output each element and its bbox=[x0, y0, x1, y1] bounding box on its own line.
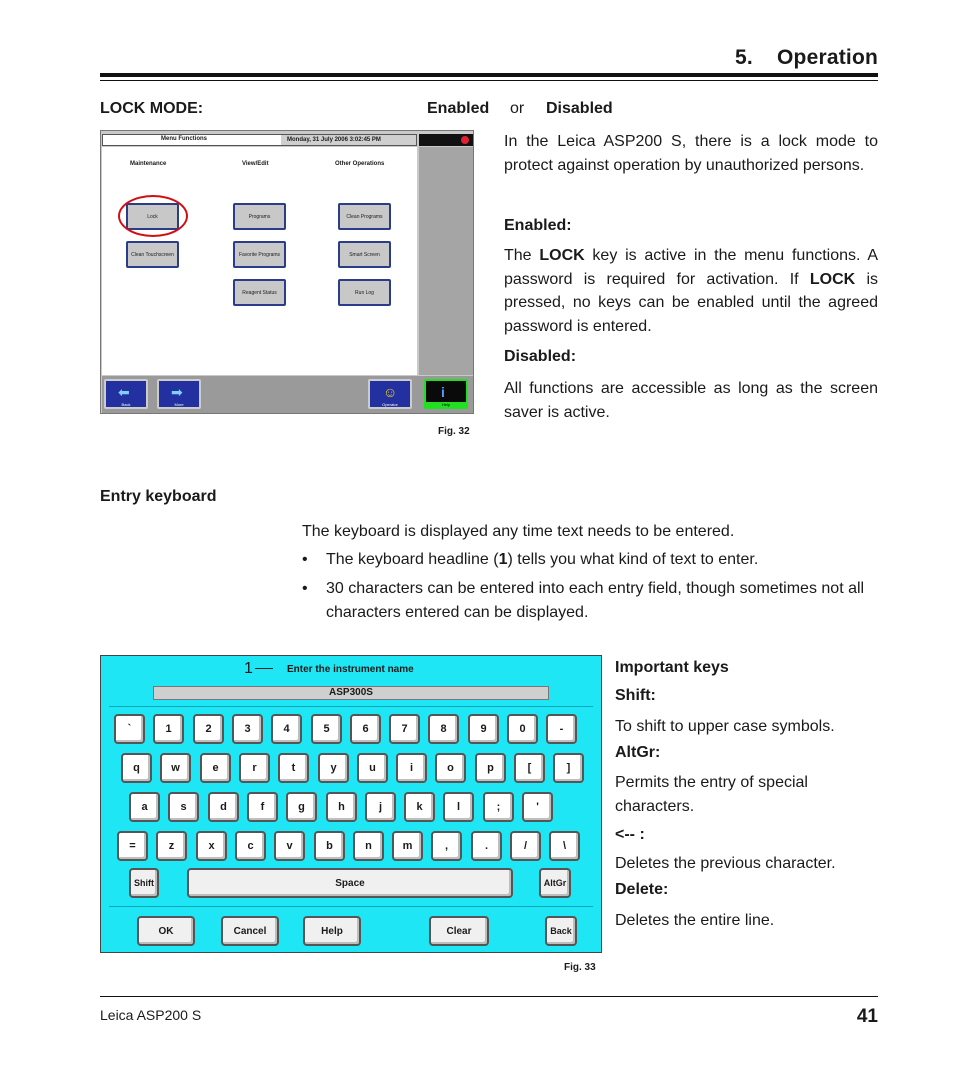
more-label: More bbox=[174, 402, 184, 407]
key-3-11[interactable]: ' bbox=[522, 792, 553, 822]
arrow-left-icon: ⬅ bbox=[118, 384, 130, 400]
key-3-9[interactable]: l bbox=[443, 792, 474, 822]
clean-touchscreen-button[interactable]: Clean Touchscreen bbox=[126, 241, 179, 268]
clean-programs-button[interactable]: Clean Programs bbox=[338, 203, 391, 230]
bullet-2-text: 30 characters can be entered into each entry field, though sometimes not all characters entered can be displayed. bbox=[326, 580, 865, 621]
key-3-1[interactable]: a bbox=[129, 792, 160, 822]
clear-button[interactable]: Clear bbox=[429, 916, 489, 946]
key-3-2[interactable]: s bbox=[168, 792, 199, 822]
col-other-operations: Other Operations bbox=[335, 161, 385, 167]
key-1-7[interactable]: 6 bbox=[350, 714, 381, 744]
key-4-6[interactable]: b bbox=[314, 831, 345, 861]
key-3-10[interactable]: ; bbox=[483, 792, 514, 822]
page-number: 41 bbox=[856, 1006, 878, 1027]
backspace-heading: <-- : bbox=[615, 826, 645, 843]
key-2-10[interactable]: p bbox=[475, 753, 506, 783]
key-2-4[interactable]: r bbox=[239, 753, 270, 783]
key-3-4[interactable]: f bbox=[247, 792, 278, 822]
bullet-2: • bbox=[302, 580, 308, 597]
key-1-5[interactable]: 4 bbox=[271, 714, 302, 744]
callout-line bbox=[255, 668, 273, 669]
shift-key[interactable]: Shift bbox=[129, 868, 159, 898]
key-4-7[interactable]: n bbox=[353, 831, 384, 861]
lock-mode-title: LOCK MODE: bbox=[100, 100, 204, 117]
altgr-text: Permits the entry of special characters. bbox=[615, 774, 808, 815]
arrow-right-icon: ➡ bbox=[171, 384, 183, 400]
footer-product: Leica ASP200 S bbox=[100, 1007, 202, 1023]
key-4-8[interactable]: m bbox=[392, 831, 423, 861]
key-1-11[interactable]: 0 bbox=[507, 714, 538, 744]
enabled-text: The LOCK key is active in the menu functions. A password is required for activation. If LOCK is pressed, no keys can be enabled until the agreed password is entered. bbox=[504, 247, 879, 335]
key-3-7[interactable]: j bbox=[365, 792, 396, 822]
header-rule bbox=[100, 73, 878, 77]
bottom-bar bbox=[102, 376, 473, 413]
key-1-6[interactable]: 5 bbox=[311, 714, 342, 744]
key-1-1[interactable]: ` bbox=[114, 714, 145, 744]
key-4-3[interactable]: x bbox=[196, 831, 227, 861]
highlight-circle bbox=[118, 195, 188, 237]
key-4-10[interactable]: . bbox=[471, 831, 502, 861]
key-2-9[interactable]: o bbox=[435, 753, 466, 783]
key-3-5[interactable]: g bbox=[286, 792, 317, 822]
space-key[interactable]: Space bbox=[187, 868, 513, 898]
enabled-label: Enabled bbox=[427, 100, 490, 117]
operator-label: Operator bbox=[382, 402, 398, 407]
section-heading: 5. Operation bbox=[734, 46, 878, 69]
fig32-caption: Fig. 32 bbox=[438, 426, 470, 437]
key-4-4[interactable]: c bbox=[235, 831, 266, 861]
key-3-8[interactable]: k bbox=[404, 792, 435, 822]
key-1-4[interactable]: 3 bbox=[232, 714, 263, 744]
screen-title-bar bbox=[102, 134, 417, 146]
back-label: Back bbox=[121, 402, 131, 407]
col-maintenance: Maintenance bbox=[130, 161, 167, 167]
enabled-heading: Enabled: bbox=[504, 217, 572, 234]
callout-number: 1 bbox=[244, 660, 253, 677]
help-label: Help bbox=[426, 402, 466, 407]
key-4-2[interactable]: z bbox=[156, 831, 187, 861]
backspace-text: Deletes the previous character. bbox=[615, 855, 836, 872]
smart-screen-button[interactable]: Smart Screen bbox=[338, 241, 391, 268]
key-2-12[interactable]: ] bbox=[553, 753, 584, 783]
key-4-5[interactable]: v bbox=[274, 831, 305, 861]
back-nav-button[interactable] bbox=[104, 379, 148, 409]
important-keys-title: Important keys bbox=[615, 659, 729, 676]
disabled-label: Disabled bbox=[546, 100, 613, 117]
cancel-button[interactable]: Cancel bbox=[221, 916, 279, 946]
key-1-2[interactable]: 1 bbox=[153, 714, 184, 744]
key-4-11[interactable]: / bbox=[510, 831, 541, 861]
run-log-button[interactable]: Run Log bbox=[338, 279, 391, 306]
key-2-1[interactable]: q bbox=[121, 753, 152, 783]
or-label: or bbox=[510, 100, 525, 117]
key-1-12[interactable]: - bbox=[546, 714, 577, 744]
back-button[interactable]: Back bbox=[545, 916, 577, 946]
key-4-9[interactable]: , bbox=[431, 831, 462, 861]
keyboard-headline: Enter the instrument name bbox=[287, 664, 414, 675]
key-2-3[interactable]: e bbox=[200, 753, 231, 783]
disabled-text: All functions are accessible as long as the screen saver is active. bbox=[504, 380, 878, 421]
screen-title: Menu Functions bbox=[161, 136, 207, 142]
key-4-12[interactable]: \ bbox=[549, 831, 580, 861]
disabled-heading: Disabled: bbox=[504, 348, 577, 365]
delete-heading: Delete: bbox=[615, 881, 669, 898]
key-3-6[interactable]: h bbox=[326, 792, 357, 822]
key-1-8[interactable]: 7 bbox=[389, 714, 420, 744]
shift-text: To shift to upper case symbols. bbox=[615, 718, 835, 735]
menu-functions-screen bbox=[100, 130, 474, 414]
close-button[interactable] bbox=[419, 134, 473, 146]
menu-panel bbox=[102, 147, 417, 375]
header-rule-thin bbox=[100, 80, 878, 81]
entry-keyboard-screen bbox=[100, 655, 602, 953]
key-3-3[interactable]: d bbox=[208, 792, 239, 822]
shift-heading: Shift: bbox=[615, 687, 656, 704]
entry-keyboard-title: Entry keyboard bbox=[100, 488, 217, 505]
operator-icon: ☺ bbox=[383, 384, 398, 400]
key-2-5[interactable]: t bbox=[278, 753, 309, 783]
key-4-1[interactable]: = bbox=[117, 831, 148, 861]
entry-field[interactable]: ASP300S bbox=[153, 686, 549, 700]
divider bbox=[109, 706, 593, 707]
key-2-8[interactable]: i bbox=[396, 753, 427, 783]
key-2-6[interactable]: y bbox=[318, 753, 349, 783]
altgr-heading: AltGr: bbox=[615, 744, 661, 761]
footer-rule bbox=[100, 996, 878, 997]
help-button[interactable]: Help bbox=[303, 916, 361, 946]
favorite-programs-button[interactable]: Favorite Programs bbox=[233, 241, 286, 268]
ok-button[interactable]: OK bbox=[137, 916, 195, 946]
keyboard-intro: The keyboard is displayed any time text needs to be entered. bbox=[302, 523, 735, 540]
key-2-2[interactable]: w bbox=[160, 753, 191, 783]
power-icon bbox=[461, 136, 469, 144]
key-1-9[interactable]: 8 bbox=[428, 714, 459, 744]
key-1-10[interactable]: 9 bbox=[468, 714, 499, 744]
delete-text: Deletes the entire line. bbox=[615, 912, 775, 929]
screen-datetime: Monday, 31 July 2006 3:02:45 PM bbox=[281, 135, 416, 145]
col-view-edit: View/Edit bbox=[242, 161, 269, 167]
lock-intro: In the Leica ASP200 S, there is a lock mode to protect against operation by unauthorized persons. bbox=[504, 133, 878, 174]
key-2-7[interactable]: u bbox=[357, 753, 388, 783]
bullet-1: • bbox=[302, 551, 308, 568]
programs-button[interactable]: Programs bbox=[233, 203, 286, 230]
fig33-caption: Fig. 33 bbox=[564, 962, 596, 973]
reagent-status-button[interactable]: Reagent Status bbox=[233, 279, 286, 306]
lock-button[interactable]: Lock bbox=[126, 203, 179, 230]
key-2-11[interactable]: [ bbox=[514, 753, 545, 783]
divider bbox=[109, 906, 593, 907]
help-button[interactable] bbox=[424, 379, 468, 409]
info-icon: i bbox=[441, 384, 445, 400]
operator-button[interactable] bbox=[368, 379, 412, 409]
side-panel bbox=[419, 147, 473, 375]
bullet-1-text: The keyboard headline (1) tells you what kind of text to enter. bbox=[326, 551, 759, 568]
more-nav-button[interactable] bbox=[157, 379, 201, 409]
altgr-key[interactable]: AltGr bbox=[539, 868, 571, 898]
key-1-3[interactable]: 2 bbox=[193, 714, 224, 744]
